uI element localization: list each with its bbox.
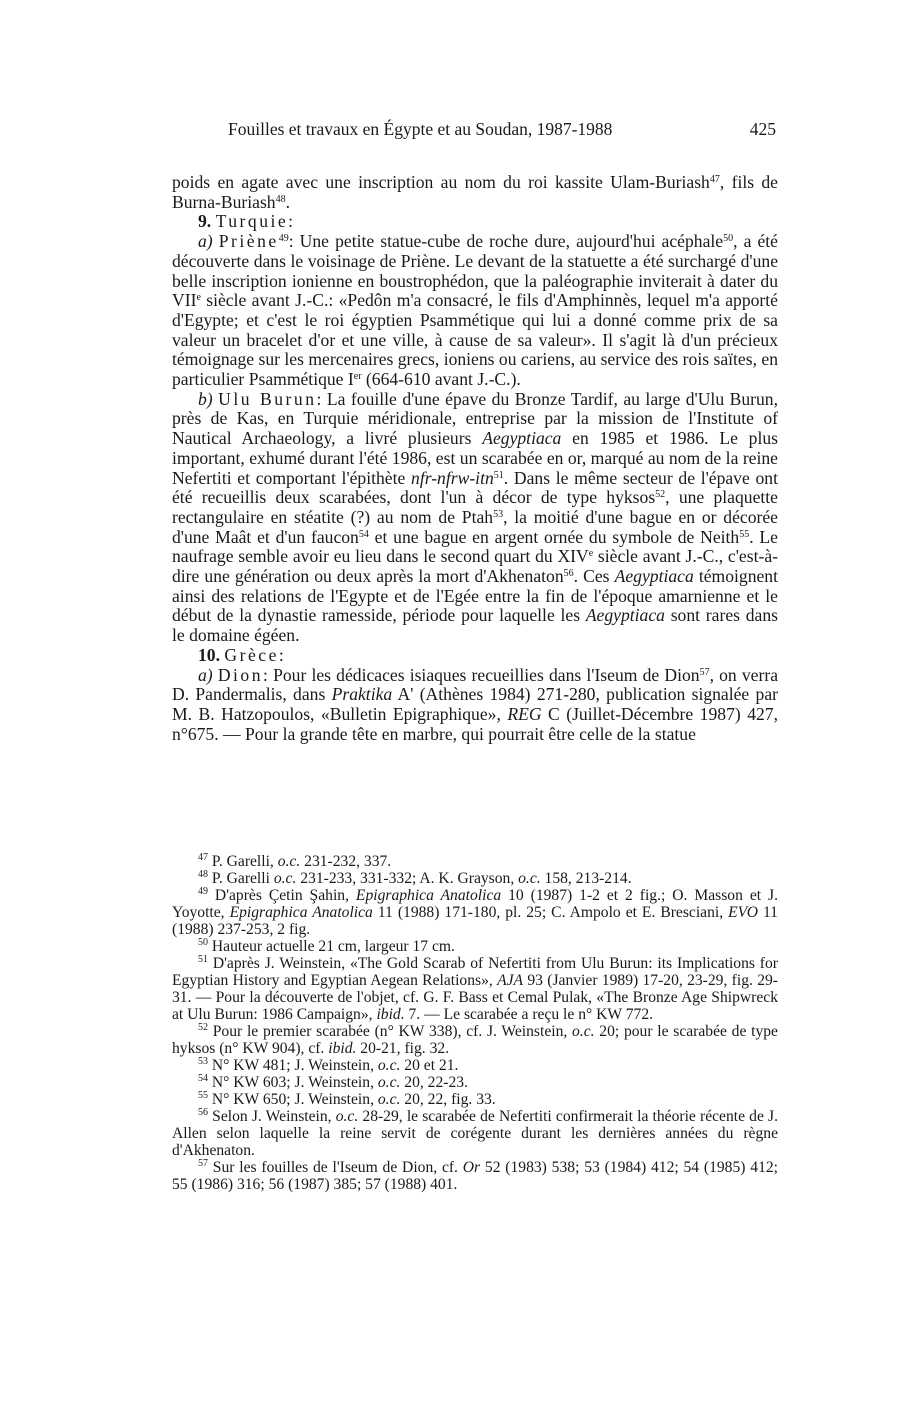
section-number: 10. xyxy=(198,644,220,665)
paragraph-priene: a) Priène$^{49}$: Une petite statue-cube de roche dure, aujourd'hui acéphale$^{50}$, a été découverte dans le voisinage de Priène. Le devant de la statuette a été surchargé d'une belle inscription ionienne en boustrophédon, que la paléographie inviterait à dater du VIIe siècle avant J.-C.: «Pedôn m'a consacré, le fils d'Amphinnès, lequel m'a apporté d'Egypte; et c'est le roi égyptien Psammétique qui lui a donné comme prix de sa valeur un bracelet d'or et une ville, à cause de sa valeur». Il s'agit là d'un précieux témoignage sur les mercenaires grecs, ioniens ou cariens, au service des rois saïtes, en particulier Psammétique Ier (664-610 avant J.-C.). xyxy=(172,231,778,390)
footnote-52: $^{52}$ Pour le premier scarabée (n° KW 338), cf. J. Weinstein, o.c. 20; pour le scarabée de type hyksos (n° KW 904), cf. ibid. 20-21, fig. 32. xyxy=(172,1022,778,1057)
section-title: Turquie: xyxy=(215,211,296,232)
section-title: Grèce: xyxy=(224,644,287,665)
footnote-ref: 49 xyxy=(278,233,289,245)
running-header xyxy=(228,119,776,149)
item-letter: a) xyxy=(198,231,213,252)
footnote-ref: 55 xyxy=(739,528,750,540)
paragraph-dion: a) Dion: Pour les dédicaces isiaques recueillies dans l'Iseum de Dion$^{57}$, on verra D. Pandermalis, dans Praktika A' (Athènes 1984) 271-280, publication signalée par M. B. Hatzopoulos, «Bulletin Epigraphique», REG C (Juillet-Décembre 1987) 427, n°675. — Pour la grande tête en marbre, qui pourrait être celle de la statue xyxy=(172,664,779,744)
footnote-ref: 47 xyxy=(709,174,720,185)
footnote-ref: 50 xyxy=(723,233,734,245)
main-text xyxy=(172,173,778,744)
page-number: 425 xyxy=(749,119,776,139)
footnote-56: $^{56}$ Selon J. Weinstein, o.c. 28-29, le scarabée de Nefertiti confirmerait la théorie récente de J. Allen selon laquelle la reine servit de corégente durant les dernières années du règne d'Akhenaton. xyxy=(172,1107,779,1159)
item-letter: b) xyxy=(198,388,213,409)
footnote-50: $^{50}$ Hauteur actuelle 21 cm, largeur 17 cm. xyxy=(198,937,455,955)
footnote-ref: 57 xyxy=(699,666,710,678)
site-name: Dion xyxy=(217,664,264,685)
footnote-49: $^{49}$ D'après Çetin Şahin, Epigraphica Anatolica 10 (1987) 1-2 et 2 fig.; O. Masson et J. Yoyotte, Epigraphica Anatolica 11 (1988) 171-180, pl. 25; C. Ampolo et E. Bresciani, EVO 11 (1988) 237-253, 2 fig. xyxy=(172,886,778,938)
footnote-ref: 54 xyxy=(358,528,369,540)
footnote-ref: 53 xyxy=(493,508,504,520)
paragraph-continuation: poids en agate avec une inscription au nom du roi kassite Ulam-Buriash$^{47}$, fils de Burna-Buriash$^{48}$. xyxy=(172,172,778,212)
footnote-ref: 48 xyxy=(275,193,286,205)
running-title: Fouilles et travaux en Égypte et au Soudan, 1987-1988 xyxy=(228,119,613,139)
footnote-47: $^{47}$ P. Garelli, o.c. 231-232, 337. xyxy=(198,852,392,870)
footnote-ref: 52 xyxy=(655,489,666,501)
paragraph-ulu-burun: b) Ulu Burun: La fouille d'une épave du Bronze Tardif, au large d'Ulu Burun, près de Kas, en Turquie méridionale, entreprise par la mission de l'Institute of Nautical Archaeology, a livré plusieurs Aegyptiaca en 1985 et 1986. Le plus important, exhumé durant l'été 1986, est un scarabée en or, marqué au nom de la reine Nefertiti et comportant l'épithète nfr-nfrw-itn$^{51}$. Dans le même secteur de l'épave ont été recueillis deux scarabées, dont l'un à décor de type hyksos$^{52}$, une plaquette rectangulaire en stéatite (?) au nom de Ptah$^{53}$, la moitié d'une bague en or décorée d'une Maât et d'un faucon$^{54}$ et une bague en argent ornée du symbole de Neith$^{55}$. Le naufrage semble avoir eu lieu dans le second quart du XIVe siècle avant J.-C., c'est-à-dire une génération ou deux après la mort d'Akhenaton$^{56}$. Ces Aegyptiaca témoignent ainsi des relations de l'Egypte et de l'Egée entre la fin de l'époque amarnienne et le début de la dynastie ramesside, période pour laquelle les Aegyptiaca sont rares dans le domaine égéen. xyxy=(172,388,778,646)
footnote-54: $^{54}$ N° KW 603; J. Weinstein, o.c. 20, 22-23. xyxy=(198,1073,468,1091)
footnote-57: $^{57}$ Sur les fouilles de l'Iseum de Dion, cf. Or 52 (1983) 538; 53 (1984) 412; 54 (1985) 412; 55 (1986) 316; 56 (1987) 385; 57 (1988) 401. xyxy=(172,1158,778,1193)
footnotes xyxy=(172,853,778,1193)
section-heading-grece xyxy=(172,646,778,666)
footnote-48: $^{48}$ P. Garelli o.c. 231-233, 331-332; A. K. Grayson, o.c. 158, 213-214. xyxy=(198,869,632,887)
site-name: Ulu Burun xyxy=(218,388,317,409)
footnote-53: $^{53}$ N° KW 481; J. Weinstein, o.c. 20 et 21. xyxy=(198,1056,459,1074)
item-letter: a) xyxy=(198,664,213,685)
footnote-51: $^{51}$ D'après J. Weinstein, «The Gold Scarab of Nefertiti from Ulu Burun: its Implications for Egyptian History and Egyptian Aegean Relations», AJA 93 (Janvier 1989) 17-20, 23-29, fig. 29-31. — Pour la découverte de l'objet, cf. G. F. Bass et Cemal Pulak, «The Bronze Age Shipwreck at Ulu Burun: 1986 Campaign», ibid. 7. — Le scarabée a reçu le n° KW 772. xyxy=(172,954,778,1023)
footnote-ref: 56 xyxy=(563,568,574,580)
site-name: Priène xyxy=(218,231,279,252)
footnote-ref: 51 xyxy=(493,469,504,481)
section-number: 9. xyxy=(198,211,212,232)
footnote-55: $^{55}$ N° KW 650; J. Weinstein, o.c. 20, 22, fig. 33. xyxy=(198,1090,496,1108)
section-heading-turquie xyxy=(172,212,778,232)
